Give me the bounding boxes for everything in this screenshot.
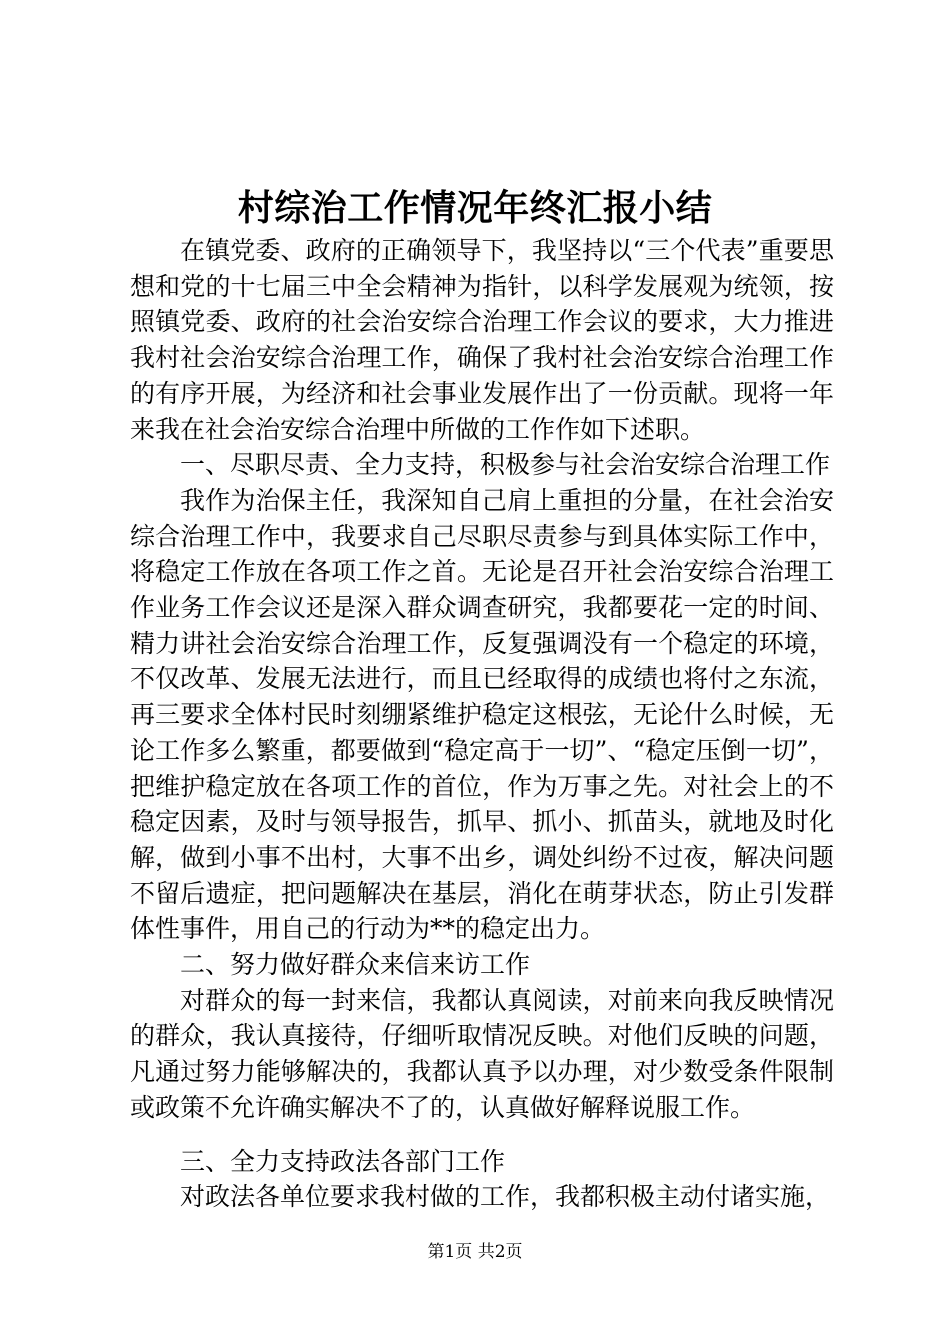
section-1-paragraph: 我作为治保主任，我深知自己肩上重担的分量，在社会治安综合治理工作中，我要求自己尽职尽责参与到具体实际工作中，将稳定工作放在各项工作之首。无论是召开社会治安综合治理工作业务工作会议还是深入群众调查研究，我都要花一定的时间、精力讲社会治安综合治理工作，反复强调没有一个稳定的环境，不仅改革、发展无法进行，而且已经取得的成绩也将付之东流，再三要求全体村民时刻绷紧维护稳定这根弦，无论什么时候，无论工作多么繁重，都要做到“稳定高于一切”、“稳定压倒一切”，把维护稳定放在各项工作的首位，作为万事之先。对社会上的不稳定因素，及时与领导报告，抓早、抓小、抓苗头，就地及时化解，做到小事不出村，大事不出乡，调处纠纷不过夜，解决问题不留后遗症，把问题解决在基层，消化在萌芽状态，防止引发群体性事件，用自己的行动为**的稳定出力。 [130, 485, 834, 944]
section-3-paragraph: 对政法各单位要求我村做的工作，我都积极主动付诸实施， [180, 1182, 831, 1212]
document-body [130, 233, 834, 1215]
document-title: 村综治工作情况年终汇报小结 [237, 187, 713, 229]
section-heading-3: 三、全力支持政法各部门工作 [180, 1146, 506, 1176]
section-2-paragraph: 对群众的每一封来信，我都认真阅读，对前来向我反映情况的群众，我认真接待，仔细听取情况反映。对他们反映的问题，凡通过努力能够解决的，我都认真予以办理，对少数受条件限制或政策不允许确实解决不了的，认真做好解释说服工作。 [130, 985, 834, 1122]
section-heading-1: 一、尽职尽责、全力支持，积极参与社会治安综合治理工作 [180, 450, 831, 480]
section-heading-2: 二、努力做好群众来信来访工作 [180, 950, 531, 980]
page-footer: 第1页 共2页 [427, 1242, 523, 1262]
intro-paragraph: 在镇党委、政府的正确领导下，我坚持以“三个代表”重要思想和党的十七届三中全会精神为指针，以科学发展观为统领，按照镇党委、政府的社会治安综合治理工作会议的要求，大力推进我村社会治安综合治理工作，确保了我村社会治安综合治理工作的有序开展，为经济和社会事业发展作出了一份贡献。现将一年来我在社会治安综合治理中所做的工作作如下述职。 [130, 236, 834, 444]
